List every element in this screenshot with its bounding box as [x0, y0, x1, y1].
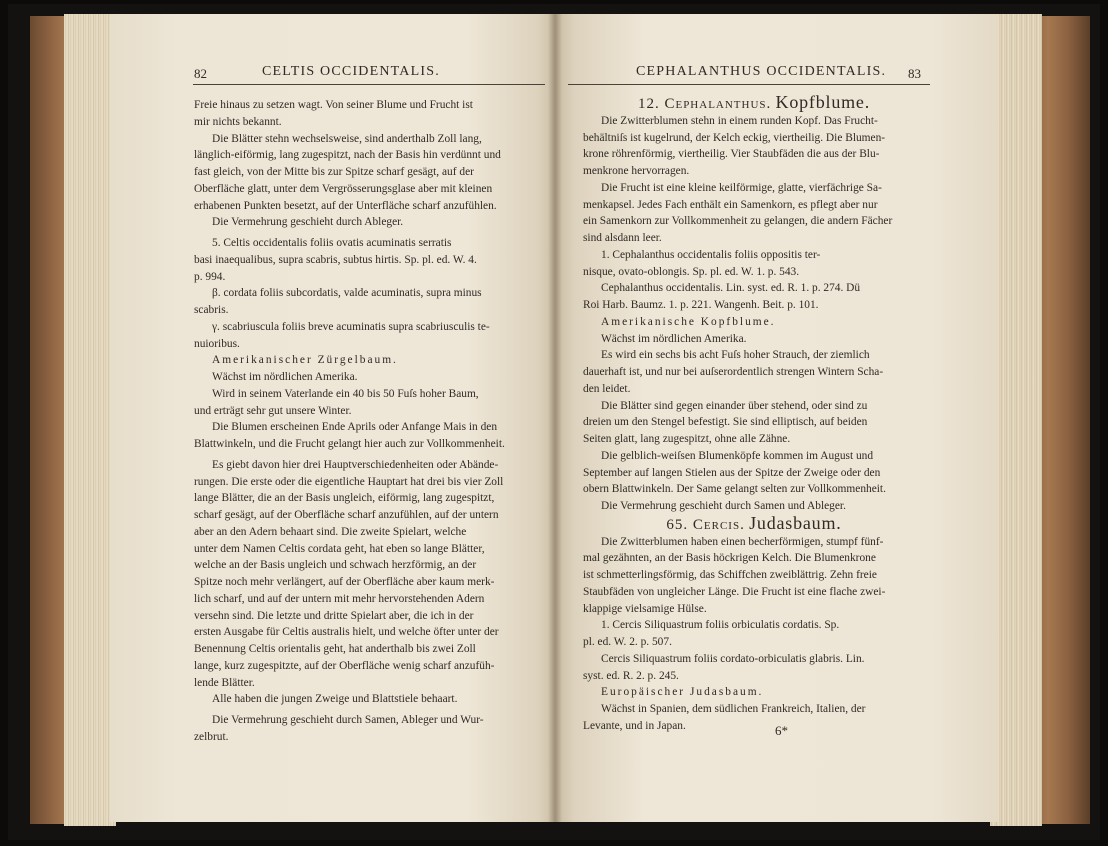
text-line: lende Blätter.: [194, 676, 255, 689]
left-page-edges: [64, 14, 116, 826]
text-line: scabris.: [194, 304, 229, 316]
text-line: sind alsdann leer.: [583, 232, 662, 244]
text-line: behältniſs ist kugelrund, der Kelch eckig, viertheilig. Die Blumen-: [583, 131, 886, 144]
text-line: Europäischer Judasbaum.: [601, 686, 764, 699]
text-line: Es giebt davon hier drei Hauptverschiedenheiten oder Abände-: [212, 458, 499, 471]
section-heading-genus: 65. Cercis.: [666, 516, 745, 533]
section-heading: [583, 512, 925, 534]
text-line: den leidet.: [583, 382, 631, 395]
text-line: nuioribus.: [194, 337, 240, 350]
text-line: unter dem Namen Celtis cordata geht, hat eben so lange Blätter,: [194, 542, 485, 555]
text-line: Die Blätter stehn wechselsweise, sind anderthalb Zoll lang,: [212, 132, 482, 145]
text-line: ersten Ausgabe für Celtis australis hielt, und welche öfter unter der: [194, 626, 499, 639]
text-line: ist schmetterlingsförmig, das Schiffchen zweiblättrig. Zehn freie: [583, 569, 877, 581]
text-line: scharf gesägt, auf der Oberfläche scharf anzufühlen, auf der untern: [194, 509, 499, 521]
text-line: γ. scabriuscula foliis breve acuminatis supra scabriusculis te-: [212, 320, 490, 333]
text-line: Die Zwitterblumen stehn in einem runden Kopf. Das Frucht-: [601, 114, 878, 127]
text-line: September auf langen Stielen aus der Spitze der Zweige oder den: [583, 466, 881, 479]
text-line: Die Zwitterblumen haben einen becherförmigen, stumpf fünf-: [601, 535, 884, 548]
text-line: lich scharf, und auf der untern mit mehr hervorstehenden Adern: [194, 592, 485, 605]
text-line: Oberfläche glatt, unter dem Vergrösserungsglase aber mit kleinen: [194, 182, 493, 195]
text-line: zelbrut.: [194, 730, 229, 743]
text-line: Roi Harb. Baumz. 1. p. 221. Wangenh. Beit. p. 101.: [583, 299, 819, 311]
text-line: rungen. Die erste oder die eigentliche Hauptart hat drei bis vier Zoll: [194, 475, 504, 488]
text-line: versehn sind. Die letzte und dritte Spielart aber, die ich in der: [194, 609, 474, 622]
text-line: lange Blätter, die an der Basis ungleich, eiförmig, lang zugespitzt,: [194, 492, 495, 505]
text-line: Die Vermehrung geschieht durch Samen, Ableger und Wur-: [212, 714, 484, 726]
text-line: Die Frucht ist eine kleine keilförmige, glatte, vierfächrige Sa-: [601, 181, 882, 194]
text-line: mir nichts bekannt.: [194, 115, 282, 128]
text-line: ein Samenkorn zur Vollkommenheit zu gelangen, die andern Fächer: [583, 215, 893, 228]
text-line: länglich-eiförmig, lang zugespitzt, nach der Basis hin verdünnt und: [194, 149, 501, 162]
text-line: klappige vielsamige Hülse.: [583, 602, 707, 615]
text-line: krone röhrenförmig, viertheilig. Vier Staubfäden die aus der Blu-: [583, 148, 880, 161]
text-line: Die Blätter sind gegen einander über stehend, oder sind zu: [601, 399, 868, 412]
text-line: Seiten glatt, lang zugespitzt, ohne alle Zähne.: [583, 433, 791, 445]
right-page-number: 83: [908, 66, 921, 81]
text-line: dauerhaft ist, und nur bei auſserordentlich strengen Wintern Scha-: [583, 366, 884, 378]
text-line: Freie hinaus zu setzen wagt. Von seiner Blume und Frucht ist: [194, 99, 473, 111]
signature-mark: 6*: [775, 723, 788, 738]
text-line: 1. Cercis Siliquastrum foliis orbiculatis cordatis. Sp.: [601, 619, 840, 632]
text-line: mal gezähnten, an der Basis höckrigen Kelch. Die Blumenkrone: [583, 552, 876, 565]
text-line: Wird in seinem Vaterlande ein 40 bis 50 Fuſs hoher Baum,: [212, 387, 479, 400]
text-line: syst. ed. R. 2. p. 245.: [583, 669, 679, 682]
text-line: Blattwinkeln, und die Frucht gelangt hier auch zur Vollkommenheit.: [194, 438, 505, 450]
text-line: Levante, und in Japan.: [583, 719, 686, 732]
text-line: menkrone hervorragen.: [583, 165, 690, 177]
text-line: Staubfäden von ungleicher Länge. Die Frucht ist eine flache zwei-: [583, 585, 886, 598]
left-running-head: CELTIS OCCIDENTALIS.: [262, 64, 440, 79]
right-head-rule: [568, 84, 930, 85]
text-line: p. 994.: [194, 270, 226, 283]
text-line: Alle haben die jungen Zweige und Blattstiele behaart.: [212, 693, 458, 706]
text-line: obern Blattwinkeln. Der Same gelangt selten zur Vollkommenheit.: [583, 483, 886, 496]
section-heading: [583, 94, 925, 113]
text-line: welche an der Basis ungleich und schwach herzförmig, an der: [194, 559, 477, 572]
text-line: Die gelblich-weiſsen Blumenköpfe kommen im August und: [601, 449, 874, 462]
left-text-column: [194, 97, 538, 746]
text-line: 5. Celtis occidentalis foliis ovatis acuminatis serratis: [212, 237, 452, 249]
text-line: Benennung Celtis orientalis geht, hat anderthalb bis zwei Zoll: [194, 643, 476, 655]
text-line: dreien um den Stengel befestigt. Sie sind elliptisch, auf beiden: [583, 416, 868, 429]
text-line: menkapsel. Jedes Fach enthält ein Samenkorn, es pflegt aber nur: [583, 198, 878, 211]
text-line: Wächst im nördlichen Amerika.: [601, 332, 747, 345]
section-heading-common-name: Kopfblume.: [775, 92, 871, 112]
text-line: β. cordata foliis subcordatis, valde acuminatis, supra minus: [212, 287, 482, 300]
text-line: Spitze noch mehr verlängert, auf der Oberfläche aber kaum merk-: [194, 576, 495, 588]
text-line: erhabenen Punkten besetzt, auf der Unterfläche scharf anzufühlen.: [194, 199, 497, 212]
text-line: Wächst in Spanien, dem südlichen Frankreich, Italien, der: [601, 703, 866, 715]
text-line: nisque, ovato-oblongis. Sp. pl. ed. W. 1. p. 543.: [583, 265, 800, 278]
section-heading-common-name: Judasbaum.: [749, 512, 842, 533]
left-page-number: 82: [194, 66, 207, 81]
right-text-column: [583, 94, 925, 735]
section-heading-genus: 12. Cephalanthus.: [637, 96, 772, 112]
text-line: Es wird ein sechs bis acht Fuſs hoher Strauch, der ziemlich: [601, 349, 870, 362]
text-line: pl. ed. W. 2. p. 507.: [583, 636, 672, 648]
text-line: 1. Cephalanthus occidentalis foliis oppositis ter-: [601, 248, 821, 261]
text-line: aber an den Adern behaart sind. Die zweite Spielart, welche: [194, 525, 467, 538]
text-line: Wächst im nördlichen Amerika.: [212, 371, 358, 383]
text-line: Amerikanischer Zürgelbaum.: [212, 354, 398, 367]
text-line: Cercis Siliquastrum foliis cordato-orbiculatis glabris. Lin.: [601, 652, 865, 665]
right-running-head: CEPHALANTHUS OCCIDENTALIS.: [636, 64, 887, 79]
text-line: Die Vermehrung geschieht durch Ableger.: [212, 216, 404, 229]
text-line: fast gleich, von der Mitte bis zur Spitze scharf gesägt, auf der: [194, 166, 474, 178]
text-line: und erträgt sehr gut unsere Winter.: [194, 404, 352, 417]
text-line: lange, kurz zugespitzte, auf der Oberfläche wenig scharf anzufüh-: [194, 659, 495, 672]
text-line: Die Blumen erscheinen Ende Aprils oder Anfange Mais in den: [212, 421, 498, 434]
text-line: Cephalanthus occidentalis. Lin. syst. ed. R. 1. p. 274. Dü: [601, 282, 861, 295]
book-gutter: [548, 14, 562, 822]
text-line: basi inaequalibus, supra scabris, subtus hirtis. Sp. pl. ed. W. 4.: [194, 253, 477, 266]
left-head-rule: [193, 84, 545, 85]
text-line: Die Vermehrung geschieht durch Samen und Ableger.: [601, 500, 846, 512]
text-line: Amerikanische Kopfblume.: [601, 315, 776, 328]
